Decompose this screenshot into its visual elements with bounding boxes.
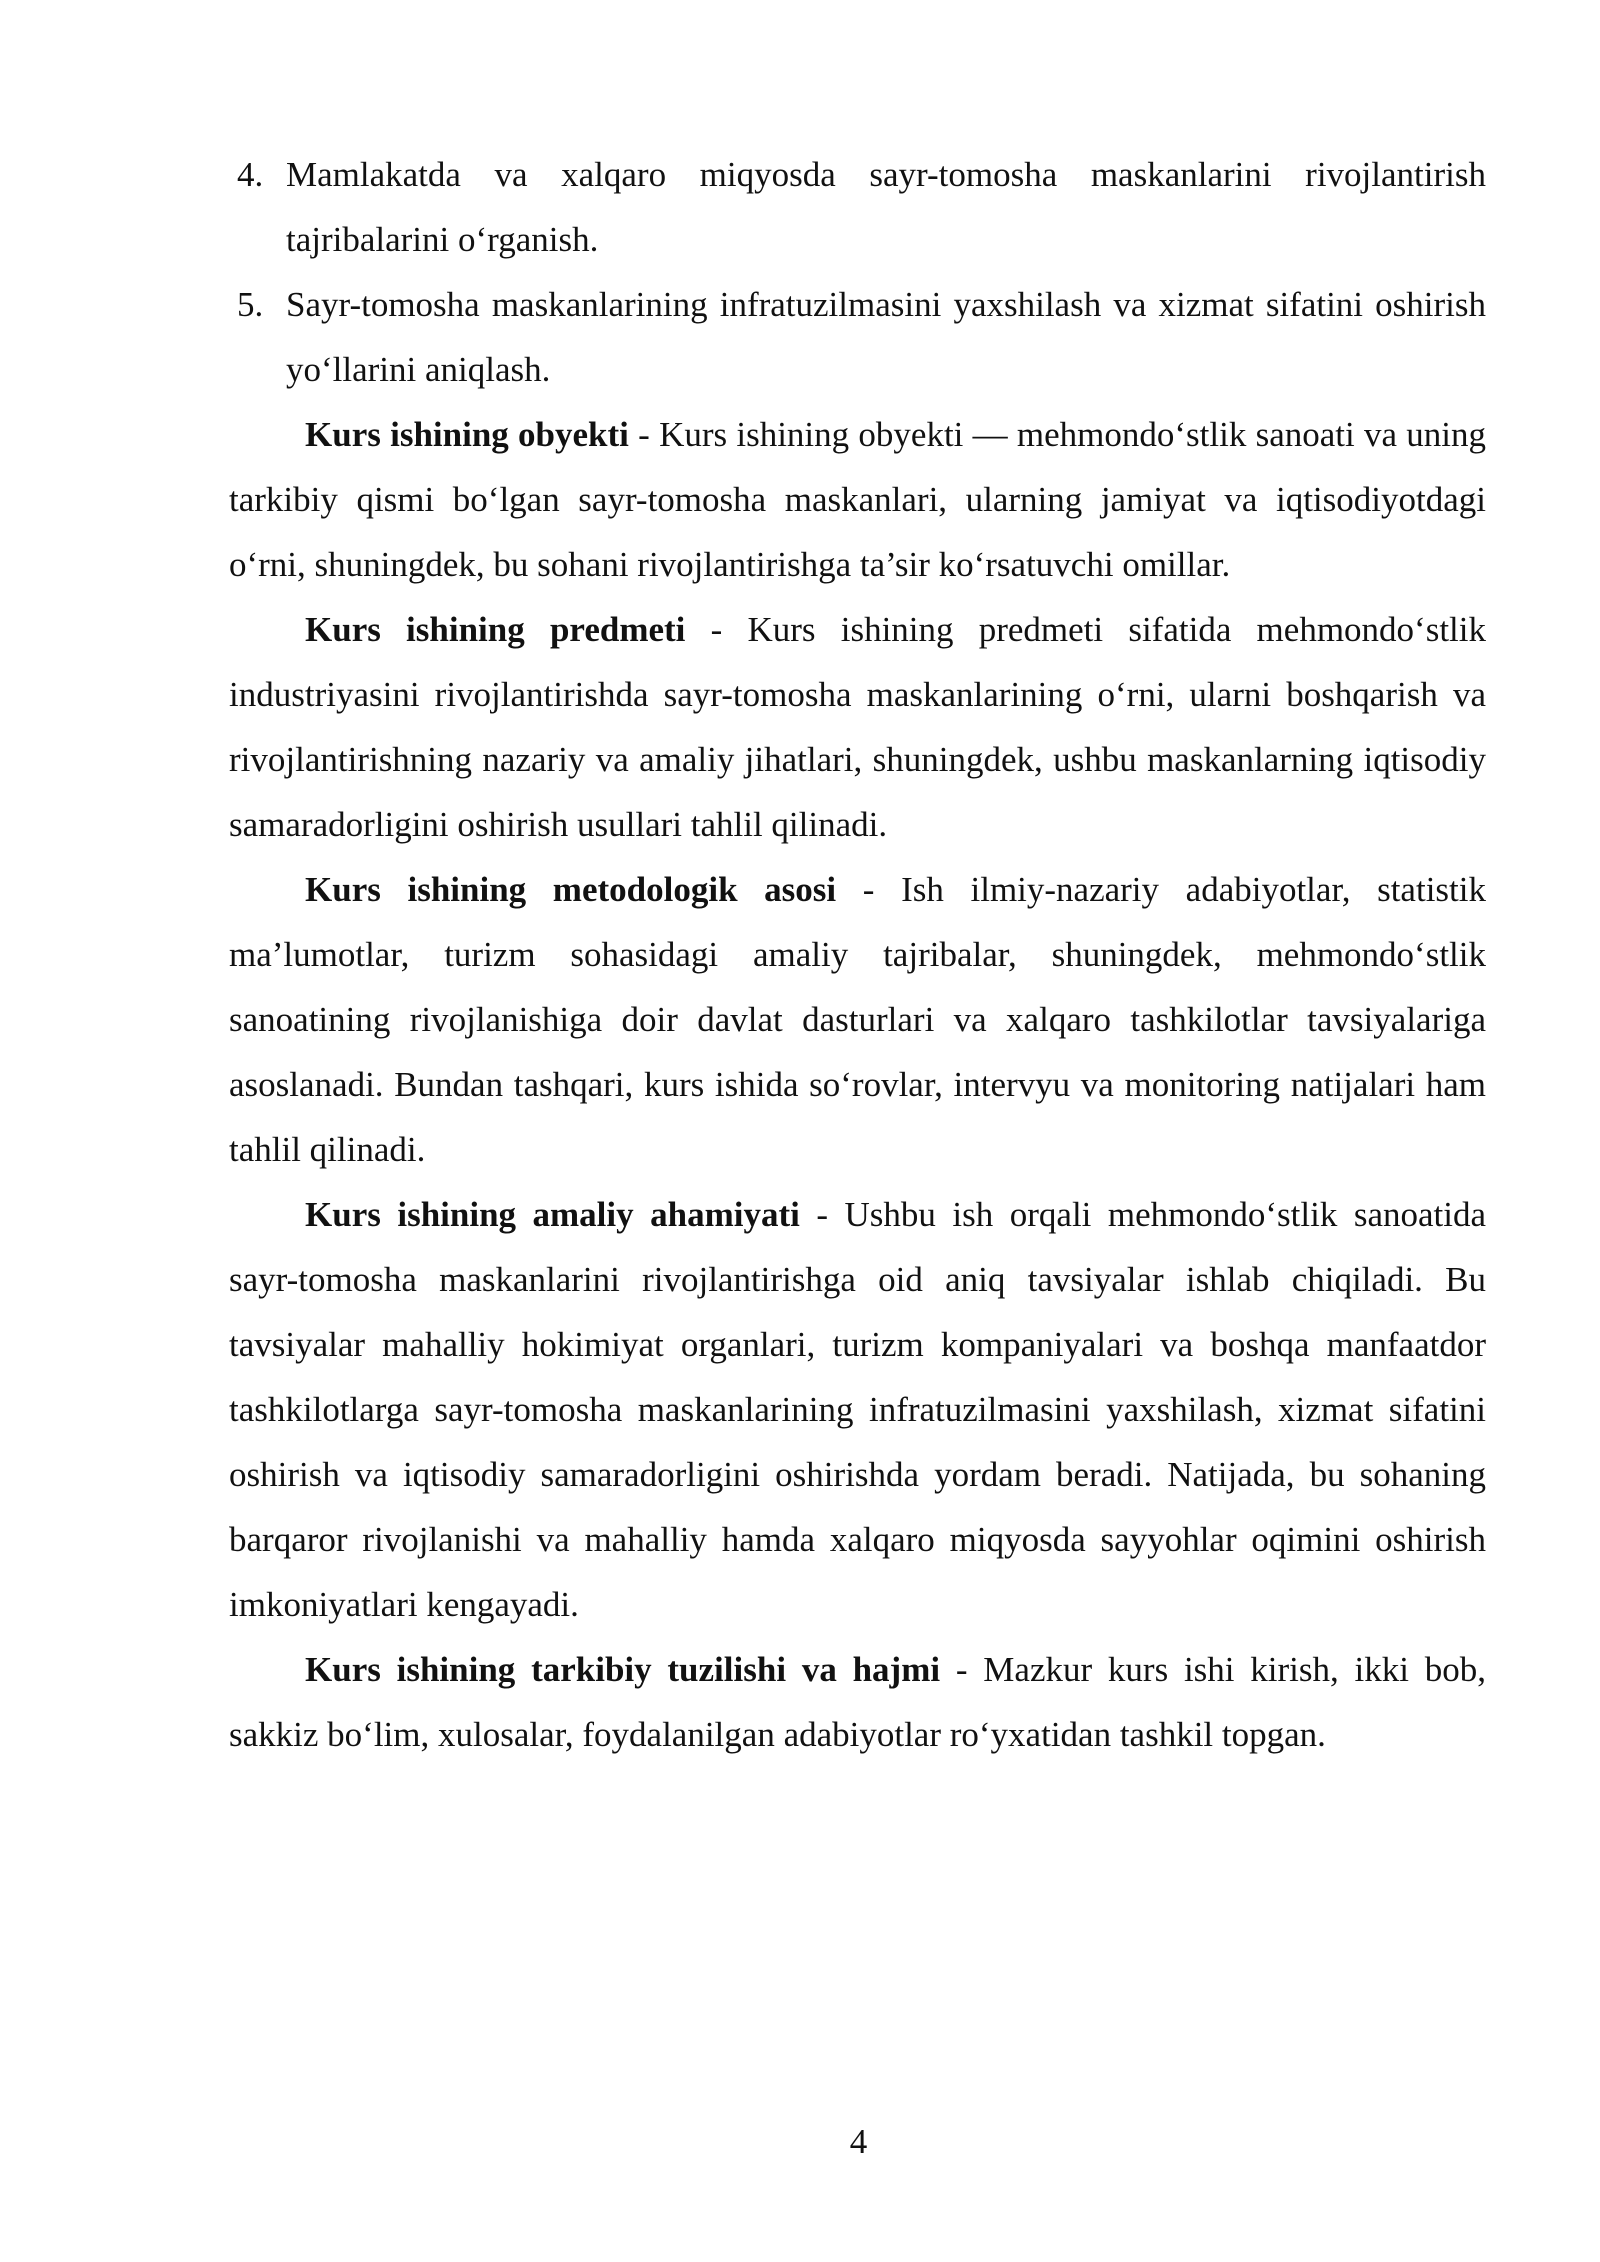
list-item [229,142,1486,272]
paragraph-body: Kurs ishining obyekti — mehmondo‘stlik sanoati va uning tarkibiy qismi bo‘lgan sayr-tomosha maskanlari, ularning jamiyat va iqtisodiyotdagi o‘rni, shuningdek, bu sohani rivojlantirishga ta’sir ko‘rsatuvchi omillar. [229,415,1486,584]
paragraph-metodologik-asosi [229,857,1486,1182]
paragraph-heading: Kurs ishining tarkibiy tuzilishi va hajmi [305,1650,941,1689]
paragraph-body: Ish ilmiy-nazariy adabiyotlar, statistik ma’lumotlar, turizm sohasidagi amaliy tajribalar, shuningdek, mehmondo‘stlik sanoatining rivojlanishiga doir davlat dasturlari va xalqaro tashkilotlar tavsiyalariga asoslanadi. Bundan tashqari, kurs ishida so‘rovlar, intervyu va monitoring natijalari ham tahlil qilinadi. [229,870,1486,1169]
page-number: 4 [849,2122,868,2161]
paragraph-obyekti [229,402,1486,597]
paragraph-predmeti [229,597,1486,857]
paragraph-separator: - [685,610,748,649]
paragraph-separator: - [836,870,902,909]
paragraph-body: Mazkur kurs ishi kirish, ikki bob, sakkiz bo‘lim, xulosalar, foydalanilgan adabiyotlar ro‘yxatidan tashkil topgan. [229,1650,1487,1754]
paragraph-body: Kurs ishining predmeti sifatida mehmondo‘stlik industriyasini rivojlantirishda sayr-tomosha maskanlarining o‘rni, ularni boshqarish va rivojlantirishning nazariy va amaliy jihatlari, shuningdek, ushbu maskanlarning iqtisodiy samaradorligini oshirish usullari tahlil qilinadi. [229,610,1486,844]
paragraph-separator: - [799,1195,845,1234]
list-item [229,272,1486,402]
paragraph-heading: Kurs ishining predmeti [305,610,686,649]
paragraph-separator: - [628,415,660,454]
paragraph-body: Ushbu ish orqali mehmondo‘stlik sanoatida sayr-tomosha maskanlarini rivojlantirishga oid aniq tavsiyalar ishlab chiqiladi. Bu tavsiyalar mahalliy hokimiyat organlari, turizm kompaniyalari va boshqa manfaatdor tashkilotlarga sayr-tomosha maskanlarining infratuzilmasini yaxshilash, xizmat sifatini oshirish va iqtisodiy samaradorligini oshirishda yordam beradi. Natijada, bu sohaning barqaror rivojlanishi va mahalliy hamda xalqaro miqyosda sayyohlar oqimini oshirish imkoniyatlari kengayadi. [229,1195,1486,1624]
list-item-number: 4. [237,155,264,194]
document-body [229,142,1486,1767]
paragraph-amaliy-ahamiyati [229,1182,1486,1637]
paragraph-heading: Kurs ishining metodologik asosi [305,870,837,909]
paragraph-heading: Kurs ishining obyekti [305,415,629,454]
list-item-number: 5. [237,285,264,324]
paragraph-tarkibiy-tuzilishi [229,1637,1486,1767]
paragraph-separator: - [940,1650,984,1689]
list-item-text: Sayr-tomosha maskanlarining infratuzilmasini yaxshilash va xizmat sifatini oshirish yo‘llarini aniqlash. [286,285,1486,389]
paragraph-heading: Kurs ishining amaliy ahamiyati [305,1195,800,1234]
list-item-text: Mamlakatda va xalqaro miqyosda sayr-tomosha maskanlarini rivojlantirish tajribalarini o‘rganish. [286,155,1486,259]
